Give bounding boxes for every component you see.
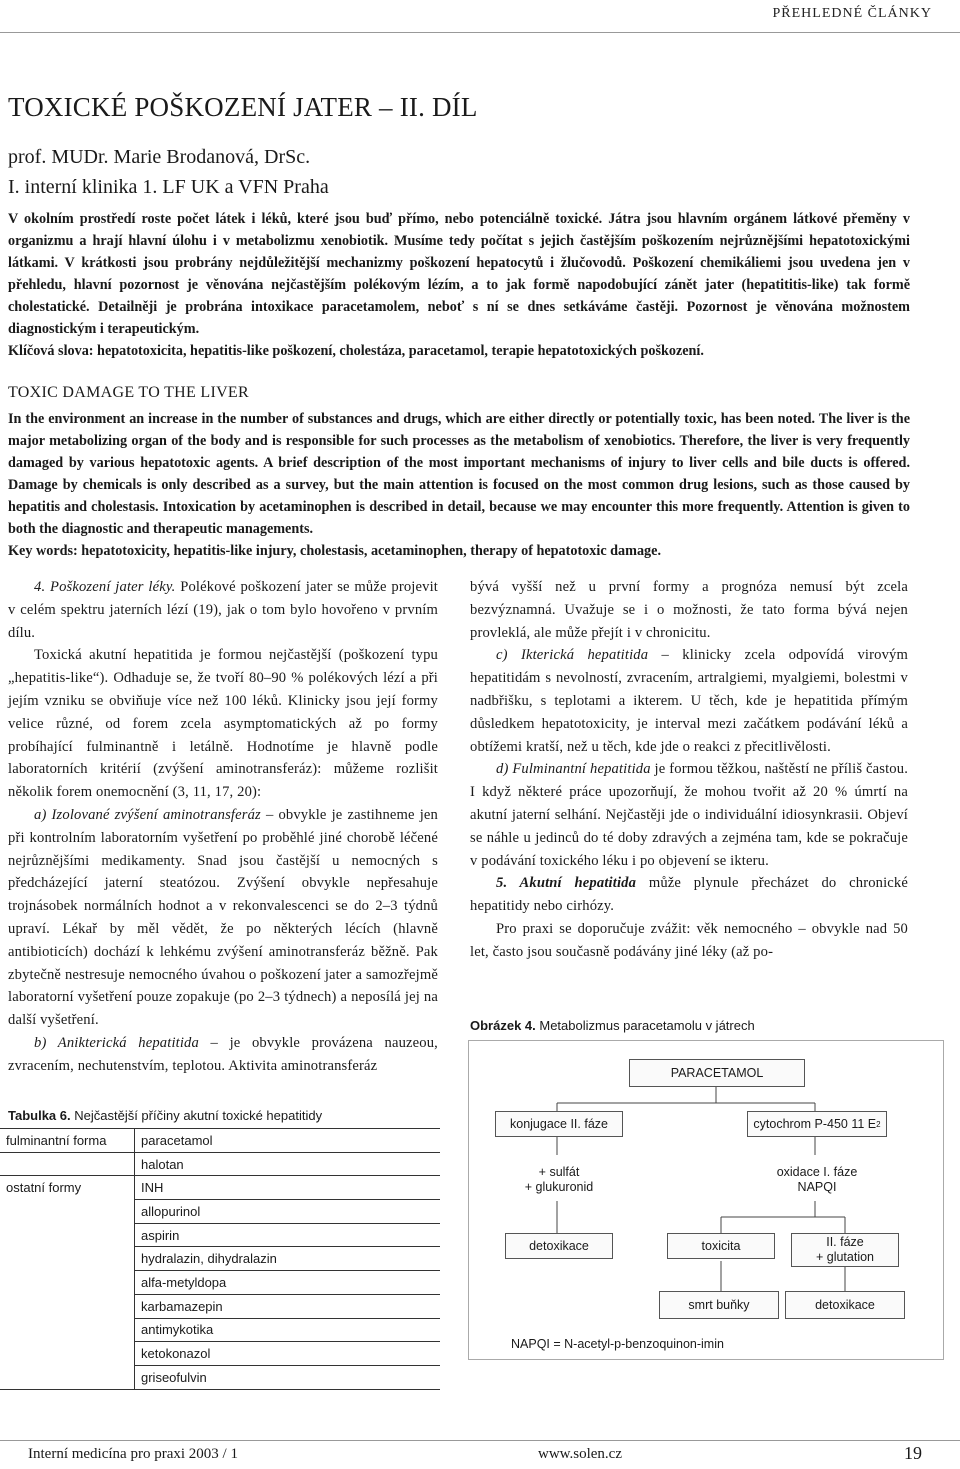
paragraph: bývá vyšší než u první formy a prognóza nemusí být zcela bezvýznamná. Uvažuje se i o možnosti, že tato forma bývá nejen provleklá, ale může přejít i v chronicitu.	[470, 579, 908, 641]
table-group-fulminant: fulminantní forma	[0, 1129, 135, 1153]
table-group-cell	[0, 1365, 135, 1389]
abstract-en-heading: TOXIC DAMAGE TO THE LIVER	[8, 384, 249, 401]
table-row	[0, 1176, 440, 1200]
paragraph	[8, 1032, 438, 1078]
node-napqi: NAPQI	[797, 1180, 837, 1194]
node-cell-death: smrt buňky	[659, 1291, 779, 1319]
table-cell-drug: karbamazepin	[135, 1294, 441, 1318]
footer-journal: Interní medicína pro praxi 2003 / 1	[28, 1446, 238, 1462]
table-cell-drug: allopurinol	[135, 1200, 441, 1224]
causes-table	[0, 1128, 440, 1390]
figure-caption-label: Obrázek 4.	[470, 1018, 536, 1033]
table-row	[0, 1223, 440, 1247]
node-detox-right: detoxikace	[785, 1291, 905, 1319]
node-oxidation-label: oxidace I. fáze	[776, 1165, 858, 1179]
node-paracetamol: PARACETAMOL	[629, 1059, 805, 1087]
table-row	[0, 1271, 440, 1295]
table-group-cell	[0, 1318, 135, 1342]
table-cell-drug: halotan	[135, 1152, 441, 1176]
table-cell-drug: paracetamol	[135, 1129, 441, 1153]
paragraph	[470, 644, 908, 758]
table-cell-drug: INH	[135, 1176, 441, 1200]
node-phase2	[791, 1233, 899, 1267]
footer-url: www.solen.cz	[538, 1446, 623, 1462]
body-left-column	[8, 576, 438, 1078]
node-cytochrome	[747, 1111, 887, 1137]
node-detox-left: detoxikace	[505, 1233, 613, 1259]
paracetamol-diagram	[468, 1040, 944, 1360]
node-toxicity: toxicita	[667, 1233, 775, 1259]
paragraph: Pro praxi se doporučuje zvážit: věk nemocného – obvykle nad 50 let, často jsou současně podávány jiné léky (až po-	[470, 920, 908, 960]
abstract-en-text: In the environment an increase in the number of substances and drugs, which are either directly or potentially toxic, has been noted. The liver is the major metabolizing organ of the body and is responsible for such processes as the metabolism of xenobiotics. Therefore, the liver is very frequently damaged by various hepatotoxic agents. A brief description of the most important mechanisms of injury to liver cells and bile ducts is offered. Damage by chemicals is only described as a survey, but the main attention is focused on the most common drug lesions, such as those caused by hepatitis and cholestasis. Intoxication by acetaminophen is described in detail, because we may encounter this more frequently. Attention is given to both the diagnostic and therapeutic managements.	[8, 411, 910, 537]
table-row	[0, 1129, 440, 1153]
body-right-column	[470, 576, 908, 964]
node-oxidation	[747, 1165, 887, 1195]
table-caption	[8, 1108, 322, 1123]
paragraph-heading: 5. Akutní hepatitida	[496, 875, 637, 892]
table-group-cell	[0, 1200, 135, 1224]
table-row	[0, 1200, 440, 1224]
diagram-legend: NAPQI = N-acetyl-p-benzoquinon-imin	[511, 1337, 724, 1351]
header-rule	[0, 32, 960, 33]
table-row	[0, 1342, 440, 1366]
paragraph	[8, 804, 438, 1032]
table-group-cell	[0, 1223, 135, 1247]
paragraph-text: – obvykle je zastihneme jen při kontrolním laboratorním vyšetření po proběhlé jiné chorobě léčené nejrůznějšími medikamenty. Snad jsou častější u nemocných s předcházející jaterní steatózou. Zvýšení obvykle nepřesahuje trojnásobek normálních hodnot a v rekonvalescenci se do 2–3 týdnů upraví. Lékař by měl vědět, že po některých lécích (hlavně antibioticích) dochází k lehkému zvýšení aminotransferáz běžně. Pak zbytečně nestresuje nemocného úvahou o poškození jater a samozřejmě laboratorní vyšetření pouze zopakuje (po 2–3 týdnech) a neposílá jej na další vyšetření.	[8, 806, 438, 1029]
node-conjugation: konjugace II. fáze	[495, 1111, 623, 1137]
author-block	[8, 142, 329, 202]
table-group-cell	[0, 1342, 135, 1366]
node-cytochrome-label: cytochrom P-450 11 E	[753, 1116, 877, 1131]
node-cytochrome-subscript: 2	[876, 1119, 881, 1129]
table-row	[0, 1318, 440, 1342]
table-row	[0, 1294, 440, 1318]
table-row	[0, 1365, 440, 1389]
paragraph: Toxická akutní hepatitida je formou nejčastější (poškození typu „hepatitis-like“). Odhaduje se, že tvoří 80–90 % polékových lézí a při jejím vzniku se obviňuje více než 100 léků. Klinicky jsou její formy velice různé, od forem zcela asymptomatických až po formy probíhající fulminantně i letálně. Hodnotíme je hlavně podle laboratorních kritérií (zvýšení aminotransferáz): můžeme rozlišit několik forem onemocnění (3, 11, 17, 20):	[8, 647, 438, 801]
paragraph-heading: c) Ikterická hepatitida	[496, 647, 649, 664]
paragraph-heading: b) Anikterická hepatitida	[34, 1034, 199, 1051]
author-name: prof. MUDr. Marie Brodanová, DrSc.	[8, 146, 311, 168]
page-number: 19	[904, 1443, 922, 1463]
paragraph	[8, 576, 438, 644]
table-row	[0, 1247, 440, 1271]
footer-rule	[0, 1440, 960, 1441]
table-caption-label: Tabulka 6.	[8, 1108, 71, 1123]
paragraph	[470, 758, 908, 872]
abstract-cz	[8, 208, 910, 362]
table-group-cell	[0, 1247, 135, 1271]
table-group-other: ostatní formy	[0, 1176, 135, 1200]
paragraph-heading: d) Fulminantní hepatitida	[496, 761, 651, 778]
figure-caption-text: Metabolizmus paracetamolu v játrech	[535, 1018, 755, 1033]
paragraph	[470, 872, 908, 918]
author-affiliation: I. interní klinika 1. LF UK a VFN Praha	[8, 176, 329, 198]
table-row	[0, 1152, 440, 1176]
article-title: TOXICKÉ POŠKOZENÍ JATER – II. DÍL	[8, 92, 478, 122]
table-cell-drug: hydralazin, dihydralazin	[135, 1247, 441, 1271]
paragraph-text: je formou těžkou, naštěstí ne příliš častou. I když některé práce upozorňují, že mohou tvořit až 20 % úmrtí na akutní jaterní selhání. Nejčastěji jde o individuální idiosynkrasii. Objeví se náhle u jedinců do té doby zdravých a zejména tam, kde se pokračuje v podávání toxického léku i po objevení se ikteru.	[470, 761, 908, 869]
node-phase2-label: II. fáze	[826, 1235, 864, 1249]
section-label: PŘEHLEDNÉ ČLÁNKY	[772, 6, 932, 21]
abstract-en	[8, 408, 910, 562]
abstract-cz-keywords: Klíčová slova: hepatotoxicita, hepatitis-like poškození, cholestáza, paracetamol, terapie hepatotoxických poškození.	[8, 343, 704, 359]
node-glucuronide: + glukuronid	[524, 1180, 594, 1194]
table-caption-text: Nejčastější příčiny akutní toxické hepatitidy	[70, 1108, 323, 1123]
table-cell-drug: aspirin	[135, 1223, 441, 1247]
paragraph-heading: a) Izolované zvýšení aminotransferáz	[34, 806, 261, 823]
table-group-cell	[0, 1152, 135, 1176]
table-group-cell	[0, 1271, 135, 1295]
figure-caption	[470, 1018, 755, 1033]
table-cell-drug: antimykotika	[135, 1318, 441, 1342]
paragraph-heading: 4. Poškození jater léky.	[34, 579, 176, 595]
abstract-en-keywords: Key words: hepatotoxicity, hepatitis-like injury, cholestasis, acetaminophen, therapy of hepatotoxic damage.	[8, 543, 661, 559]
table-cell-drug: alfa-metyldopa	[135, 1271, 441, 1295]
table-cell-drug: griseofulvin	[135, 1365, 441, 1389]
node-glutathione: + glutation	[815, 1250, 875, 1264]
node-sulfate: + sulfát	[538, 1165, 580, 1179]
table-group-cell	[0, 1294, 135, 1318]
paragraph-text: – je obvykle provázena nauzeou, zvracením, nechutenstvím, teplotou. Aktivita aminotransferáz	[8, 1034, 438, 1074]
node-sulfate-glucuronide	[495, 1165, 623, 1195]
paragraph-text: Polékové poškození jater se může projevit v celém spektru jaterních lézí (19), jak o tom bylo hovořeno v prvním dílu.	[8, 579, 438, 641]
paragraph-text: – klinicky zcela odpovídá virovým hepatitidám s nevolností, zvracením, artralgiemi, myalgiemi, bolestmi v nadbřišku, s teplotami a ikterem. U těch, kde je hepatitida přímým důsledkem hepatotoxicity, je interval mezi začátkem podávání léků a obtížemi kratší, než u těch, kde jde o reakci z přecitlivělosti.	[470, 647, 908, 755]
abstract-cz-text: V okolním prostředí roste počet látek i léků, které jsou buď přímo, nebo potenciálně toxické. Játra jsou hlavním orgánem látkové přeměny v organizmu a hrají hlavní úlohu i v metabolizmu xenobiotik. Musíme tedy počítat s jejich častějším poškozením nejrůznějšími hepatotoxickými látkami. V krátkosti jsou probrány nejdůležitější mechanizmy poškození hepatocytů i žlučovodů. Poškození chemikáliemi jsou uvedena jen v přehledu, hlavní pozornost je věnována nejčastějším polékovým lézím, a to jak formě napodobující zánět jater (hepatititis-like) tak formě cholestatické. Detailněji je probrána intoxikace paracetamolem, neboť s ní se dnes setkáváme častěji. Pozornost je věnována možnostem diagnostickým i terapeutickým.	[8, 211, 910, 337]
paragraph-text: může plynule přecházet do chronické hepatitidy nebo cirhózy.	[470, 875, 908, 915]
table-cell-drug: ketokonazol	[135, 1342, 441, 1366]
